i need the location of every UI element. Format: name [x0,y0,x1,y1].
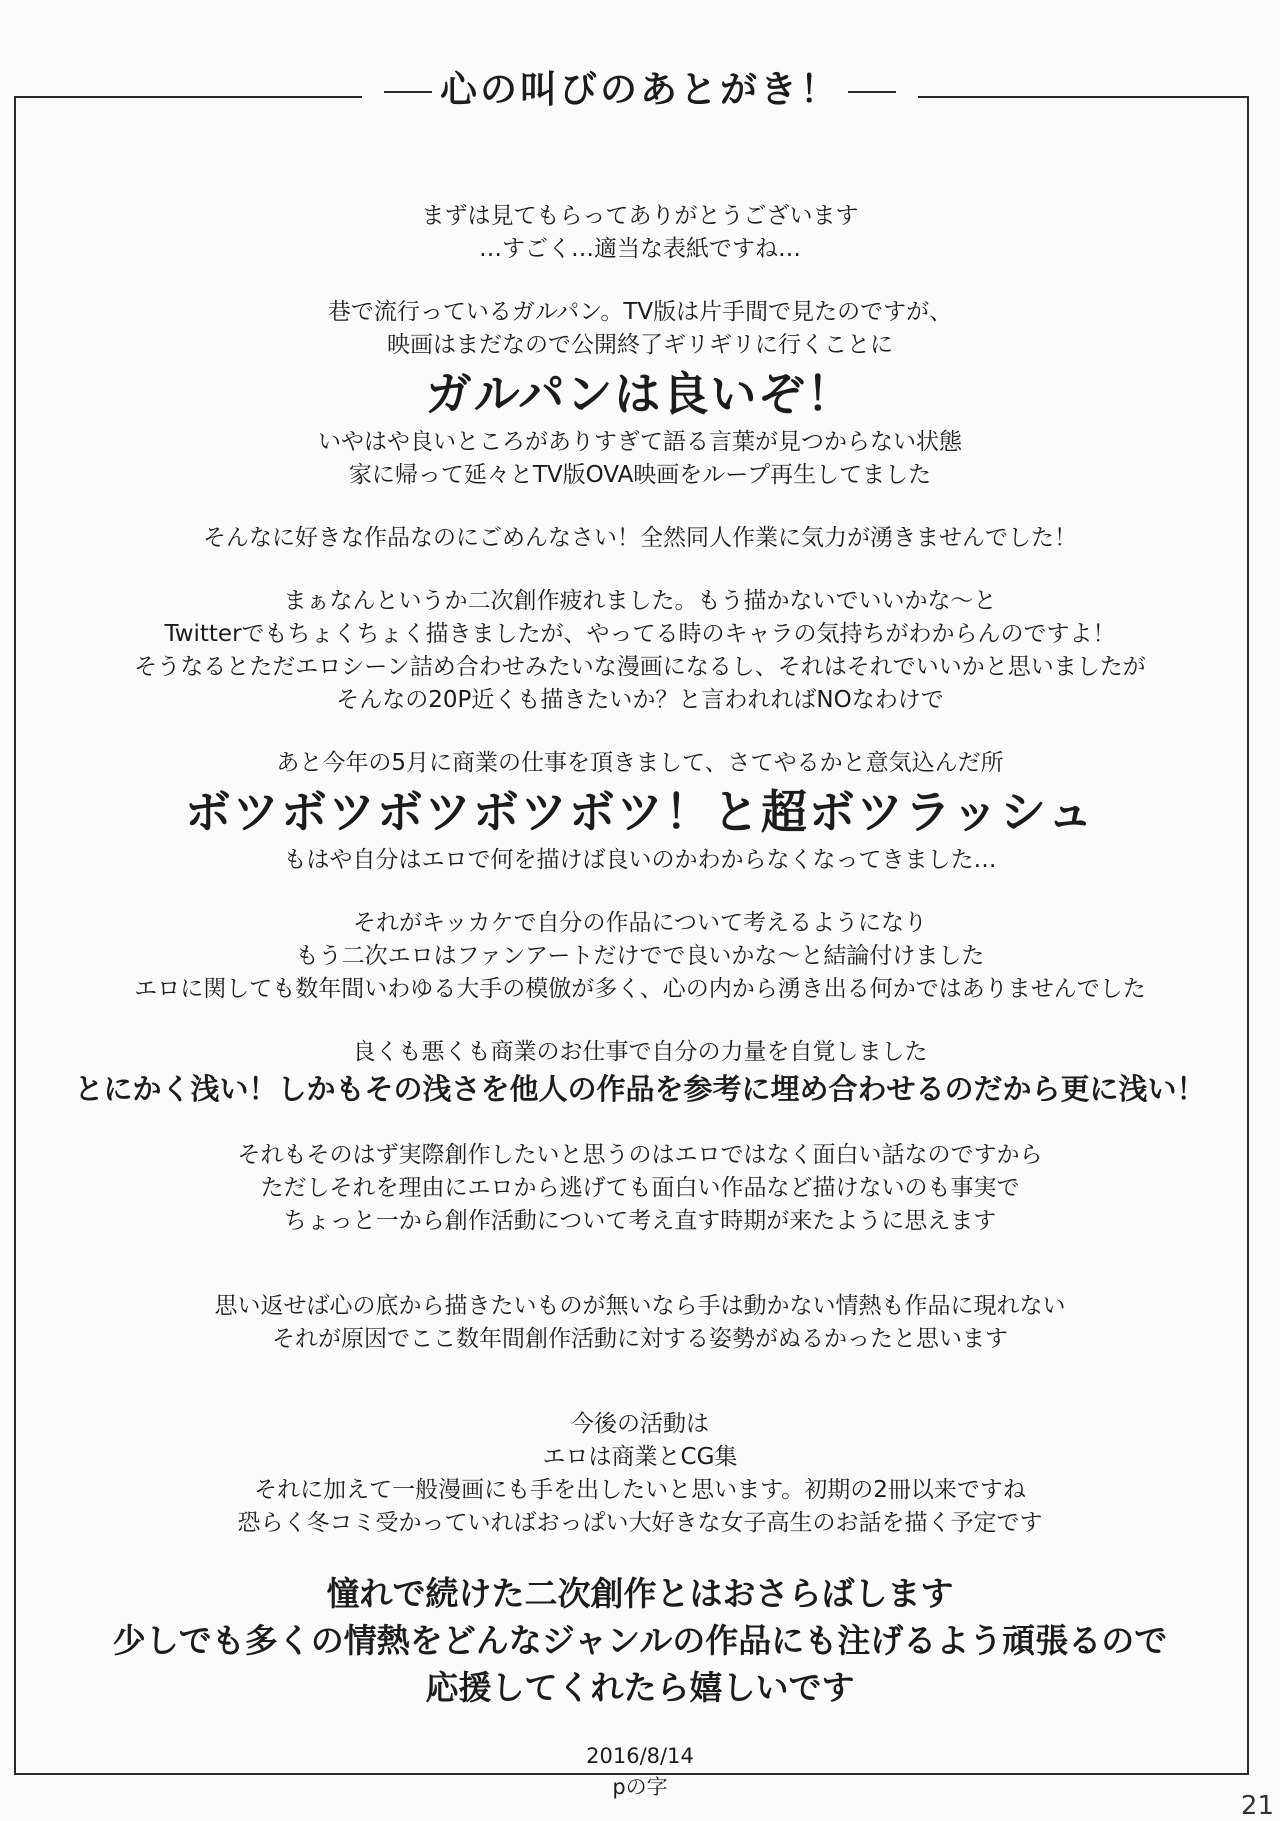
paragraph-7 [20,844,1260,877]
paragraph-6 [20,747,1260,780]
closing-line: 少しでも多くの情熱をどんなジャンルの作品にも注げるよう頑張るので [112,1621,1168,1660]
text-line: そんなに好きな作品なのにごめんなさい！全然同人作業に気力が湧きませんでした！ [203,525,1077,551]
page-title: 心の叫びのあとがき！ [0,62,1280,118]
text-line: それに加えて一般漫画にも手を出したいと思います。初期の2冊以来ですね [254,1477,1026,1503]
text-line: それが原因でここ数年間創作活動に対する姿勢がぬるかったと思います [272,1326,1008,1352]
text-line: …すごく…適当な表紙ですね… [479,236,801,262]
paragraph-4 [20,522,1260,555]
strong-line: とにかく浅い！しかもその浅さを他人の作品を参考に埋め合わせるのだから更に浅い！ [74,1072,1206,1106]
date: 2016/8/14 [586,1744,694,1768]
paragraph-10 [20,1139,1260,1238]
closing-message [20,1570,1260,1711]
paragraph-1 [20,200,1260,266]
paragraph-9 [20,1036,1260,1069]
text-line: 映画はまだなので公開終了ギリギリに行くことに [387,332,893,358]
paragraph-11 [20,1290,1260,1356]
paragraph-3 [20,426,1260,492]
text-line: 思い返せば心の底から描きたいものが無いなら手は動かない情熱も作品に現れない [214,1293,1066,1319]
emphasis-heading: ボツボツボツボツボツ！と超ボツラッシュ [184,785,1096,839]
text-line: エロに関しても数年間いわゆる大手の模倣が多く、心の内から湧き出る何かではありませんでした [134,976,1146,1002]
text-line: そんなの20P近くも描きたいか？と言われればNOなわけで [336,687,944,713]
closing-line: 応援してくれたら嬉しいです [425,1668,855,1707]
text-line: Twitterでもちょくちょく描きましたが、やってる時のキャラの気持ちがわからんのですよ！ [164,621,1116,647]
text-line: 家に帰って延々とTV版OVA映画をループ再生してました [348,462,932,488]
text-line: あと今年の5月に商業の仕事を頂きまして、さてやるかと意気込んだ所 [276,750,1004,776]
text-line: それがキッカケで自分の作品について考えるようになり [352,910,928,936]
paragraph-5 [20,585,1260,717]
text-line: それもそのはず実際創作したいと思うのはエロではなく面白い話なのですから [237,1142,1043,1168]
afterword-body [20,200,1260,1803]
text-line: もう二次エロはファンアートだけでで良いかな～と結論付けました [295,943,985,969]
closing-line: 憧れで続けた二次創作とはおさらばします [326,1574,954,1613]
text-line: そうなるとただエロシーン詰め合わせみたいな漫画になるし、それはそれでいいかと思いましたが [134,654,1146,680]
text-line: ただしそれを理由にエロから逃げても面白い作品など描けないのも事実で [260,1175,1020,1201]
text-line: もはや自分はエロで何を描けば良いのかわからなくなってきました… [283,847,997,873]
paragraph-8 [20,907,1260,1006]
author-signature: pの字 [612,1775,668,1799]
paragraph-12 [20,1408,1260,1540]
text-line: 良くも悪くも商業のお仕事で自分の力量を自覚しました [352,1039,928,1065]
text-line: 巷で流行っているガルパン。TV版は片手間で見たのですが、 [327,299,953,325]
paragraph-2 [20,296,1260,362]
page-number: 21 [1240,1791,1274,1821]
text-line: 恐らく冬コミ受かっていればおっぱい大好きな女子高生のお話を描く予定です [237,1510,1043,1536]
text-line: エロは商業とCG集 [542,1444,738,1470]
text-line: 今後の活動は [571,1411,709,1437]
text-line: ちょっと一から創作活動について考え直す時期が来たように思えます [283,1208,997,1234]
emphasis-heading: ガルパンは良いぞ！ [425,367,855,421]
text-line: まぁなんというか二次創作疲れました。もう描かないでいいかな～と [283,588,997,614]
text-line: まずは見てもらってありがとうございます [421,203,859,229]
text-line: いやはや良いところがありすぎて語る言葉が見つからない状態 [318,429,962,455]
